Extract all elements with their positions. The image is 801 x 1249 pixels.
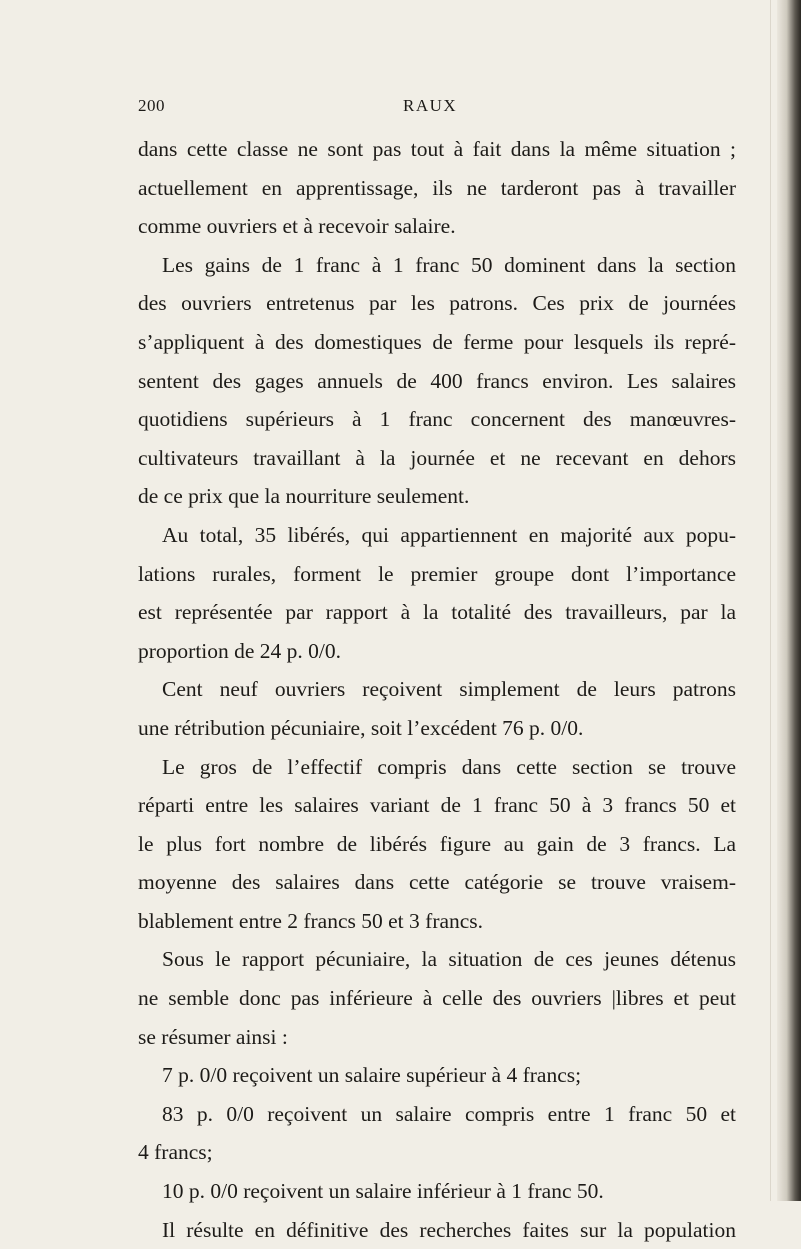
text-line: Au total, 35 libérés, qui appartiennent en majorité aux popu- [162, 522, 736, 547]
text-line: Cent neuf ouvriers reçoivent simplement de leurs patrons [162, 677, 736, 702]
text-line: proportion de 24 p. 0/0. [138, 638, 342, 663]
text-line: est représentée par rapport à la totalité des travailleurs, par la [138, 600, 736, 625]
text-line: actuellement en apprentissage, ils ne tarderont pas à travailler [138, 175, 736, 200]
running-title: RAUX [403, 96, 458, 115]
text-line: Sous le rapport pécuniaire, la situation de ces jeunes détenus [162, 947, 736, 972]
text-line: blablement entre 2 francs 50 et 3 francs. [138, 908, 484, 933]
text-line: s’appliquent à des domestiques de ferme pour lesquels ils repré- [138, 329, 736, 354]
page-number: 200 [138, 96, 165, 115]
text-line: cultivateurs travaillant à la journée et ne recevant en dehors [138, 445, 736, 470]
text-line: dans cette classe ne sont pas tout à fait dans la même situation ; [138, 137, 736, 161]
text-line: se résumer ainsi : [138, 1024, 288, 1049]
text-line: une rétribution pécuniaire, soit l’excédent 76 p. 0/0. [138, 715, 584, 740]
text-line: comme ouvriers et à recevoir salaire. [138, 214, 456, 239]
book-spine-shadow [777, 0, 801, 1201]
body-text [138, 130, 736, 1249]
text-line: 4 francs; [138, 1140, 213, 1165]
text-line: de ce prix que la nourriture seulement. [138, 484, 470, 509]
text-line: lations rurales, forment le premier groupe dont l’importance [138, 561, 736, 586]
text-line: Le gros de l’effectif compris dans cette section se trouve [162, 754, 736, 779]
text-line: 7 p. 0/0 reçoivent un salaire supérieur à 4 francs; [162, 1063, 582, 1088]
text-line: le plus fort nombre de libérés figure au gain de 3 francs. La [138, 831, 736, 856]
text-line: 83 p. 0/0 reçoivent un salaire compris entre 1 franc 50 et [162, 1101, 736, 1126]
text-line: réparti entre les salaires variant de 1 franc 50 à 3 francs 50 et [138, 793, 736, 818]
text-line: Les gains de 1 franc à 1 franc 50 dominent dans la section [162, 252, 736, 277]
text-line: Il résulte en définitive des recherches faites sur la population [162, 1217, 736, 1242]
text-line: ne semble donc pas inférieure à celle des ouvriers |libres et peut [138, 986, 736, 1011]
text-line: sentent des gages annuels de 400 francs environ. Les salaires [138, 368, 736, 393]
page-edge-line [770, 0, 771, 1201]
text-line: moyenne des salaires dans cette catégorie se trouve vraisem- [138, 870, 736, 895]
running-head [138, 96, 718, 120]
text-line: 10 p. 0/0 reçoivent un salaire inférieur à 1 franc 50. [162, 1179, 604, 1204]
text-line: quotidiens supérieurs à 1 franc concernent des manœuvres- [138, 407, 736, 432]
text-line: des ouvriers entretenus par les patrons. Ces prix de journées [138, 291, 736, 316]
